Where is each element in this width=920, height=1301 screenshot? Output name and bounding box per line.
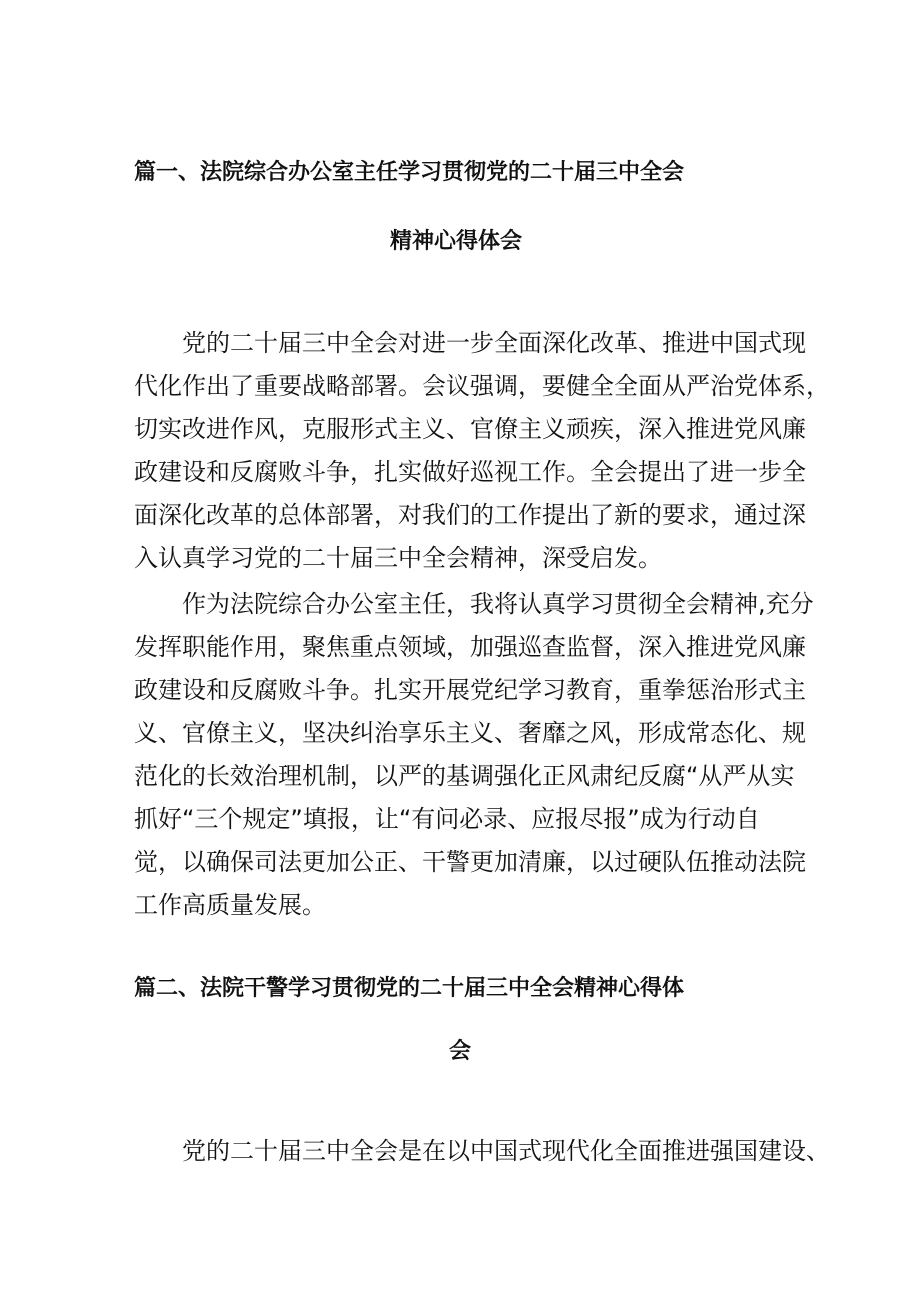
paragraph-line: 面深化改革的总体部署，对我们的工作提出了新的要求，通过深: [134, 501, 806, 529]
paragraph-line: 作为法院综合办公室主任，我将认真学习贯彻全会精神,充分: [182, 590, 814, 618]
paragraph-line: 政建设和反腐败斗争，扎实做好巡视工作。全会提出了进一步全: [134, 458, 806, 486]
paragraph-line: 党的二十届三中全会对进一步全面深化改革、推进中国式现: [182, 329, 806, 357]
paragraph-line: 切实改进作风，克服形式主义、官僚主义顽疾，深入推进党风廉: [134, 415, 806, 443]
paragraph-line: 发挥职能作用，聚焦重点领域，加强巡查监督，深入推进党风廉: [134, 633, 806, 661]
paragraph-line: 工作高质量发展。: [134, 891, 326, 919]
paragraph-line: 党的二十届三中全会是在以中国式现代化全面推进强国建设、: [182, 1137, 830, 1165]
paragraph-line: 觉，以确保司法更加公正、干警更加清廉，以过硬队伍推动法院: [134, 848, 806, 876]
section1-title-line2: 精神心得体会: [390, 229, 523, 254]
paragraph-line: 范化的长效治理机制，以严的基调强化正风肃纪反腐“从严从实: [134, 762, 795, 790]
section2-title-line2: 会: [449, 1039, 472, 1064]
section2-title-line1: 篇二、法院干警学习贯彻党的二十届三中全会精神心得体: [134, 976, 685, 1001]
paragraph-line: 代化作出了重要战略部署。会议强调，要健全全面从严治党体系，: [134, 372, 830, 400]
paragraph-line: 政建设和反腐败斗争。扎实开展党纪学习教育，重拳惩治形式主: [134, 676, 806, 704]
section1-title-line1: 篇一、法院综合办公室主任学习贯彻党的二十届三中全会: [134, 160, 685, 185]
paragraph-line: 抓好“三个规定”填报，让“有问必录、应报尽报”成为行动自: [134, 805, 760, 833]
paragraph-line: 入认真学习党的二十届三中全会精神，深受启发。: [134, 544, 662, 572]
paragraph-line: 义、官僚主义，坚决纠治享乐主义、奢靡之风，形成常态化、规: [134, 719, 806, 747]
